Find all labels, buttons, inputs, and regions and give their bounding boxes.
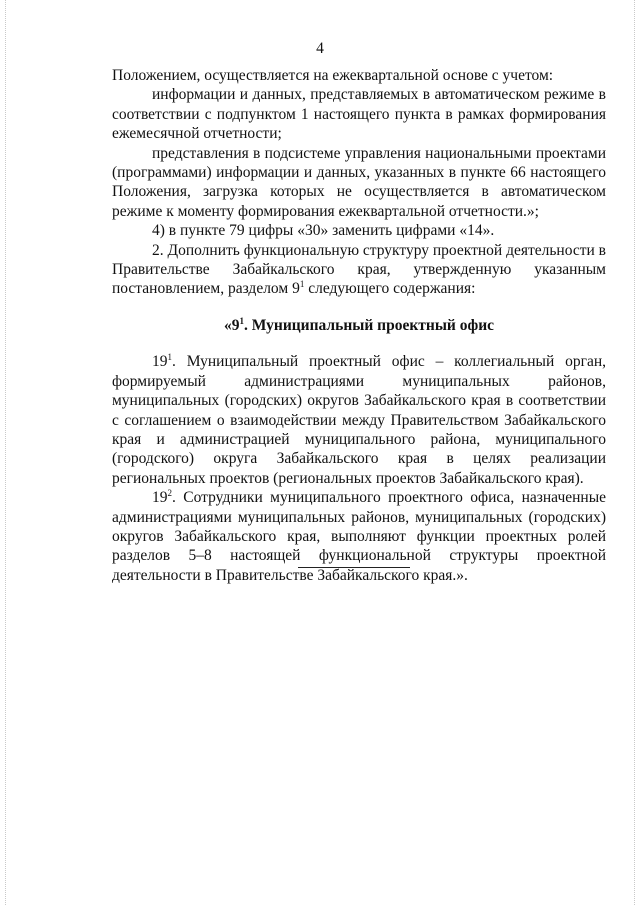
paragraph: 4) в пункте 79 цифры «30» заменить цифрами «14». bbox=[152, 222, 495, 240]
document-body bbox=[112, 66, 606, 585]
page-number: 4 bbox=[316, 40, 324, 57]
paragraph: информации и данных, представляемых в автоматическом режиме в соответствии с подпунктом 1 настоящего пункта в рамках формирования ежемесячной отчетности; bbox=[112, 86, 606, 143]
scan-edge-right bbox=[634, 0, 635, 905]
text-run: . Сотрудники муниципального проектного офиса, назначенные администрациями муниципальных районов, муниципальных (городских) округов Забайкальского края, выполняют функции проектных ролей разделов 5–8 настоящей функциональной структуры проектной деятельности в Правительстве Забайкальского края.». bbox=[112, 489, 606, 584]
text-run: «9 bbox=[223, 316, 240, 334]
clause-number: 19 bbox=[152, 353, 168, 371]
text-run: 2. Дополнить функциональную структуру проектной деятельности в Правительстве Забайкальского края, утвержденную указанным постановлением, разделом 9 bbox=[112, 241, 606, 298]
paragraph bbox=[112, 241, 606, 299]
scan-edge-left bbox=[5, 0, 6, 905]
text-run: следующего содержания: bbox=[304, 280, 476, 298]
clause-number: 19 bbox=[152, 489, 168, 507]
superscript: 1 bbox=[167, 352, 172, 363]
text-run: . Муниципальный проектный офис – коллегиальный орган, формируемый администрациями муниципальных районов, муниципальных (городских) округов Забайкальского края в соответствии с соглашением о взаимодействии между Правительством Забайкальского края и администрацией муниципального района, муниципального (городского) округа Забайкальского края в целях реализации региональных проектов (региональных проектов Забайкальского края). bbox=[112, 353, 606, 487]
section-heading bbox=[112, 316, 606, 335]
superscript: 1 bbox=[239, 315, 244, 326]
paragraph: представления в подсистеме управления национальными проектами (программами) информации и данных, указанных в пункте 66 настоящего Положения, загрузка которых не осуществляется в автоматическом режиме к моменту формирования ежеквартальной отчетности.»; bbox=[112, 144, 606, 220]
text-run: . Муниципальный проектный офис bbox=[243, 316, 495, 334]
superscript: 1 bbox=[299, 279, 305, 290]
paragraph: Положением, осуществляется на ежеквартальной основе с учетом: bbox=[112, 67, 554, 84]
paragraph bbox=[112, 352, 606, 488]
closing-rule bbox=[298, 567, 410, 568]
paragraph bbox=[112, 488, 606, 585]
superscript: 2 bbox=[167, 487, 172, 498]
